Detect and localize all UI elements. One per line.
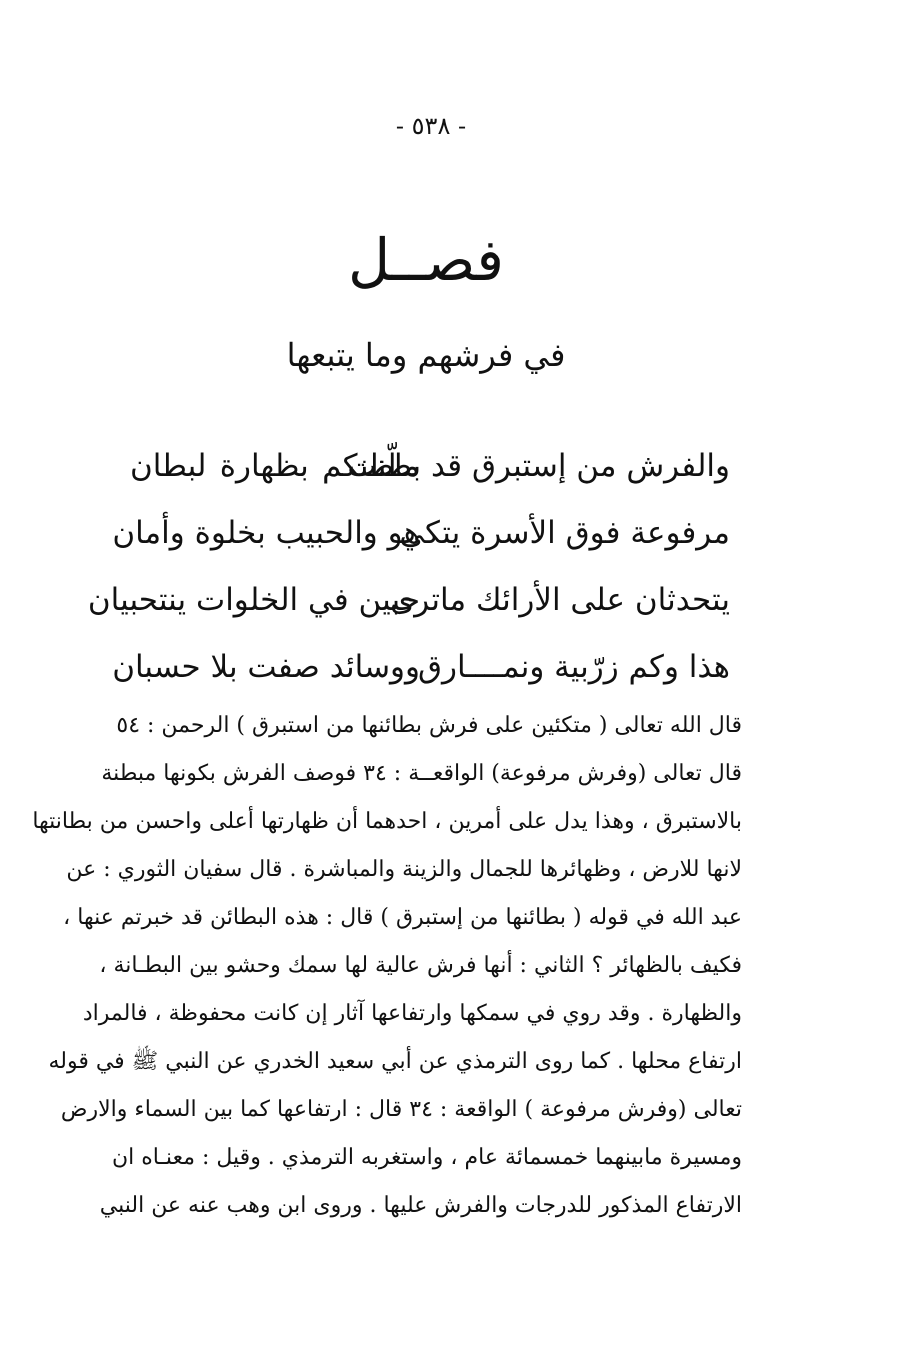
section-heading: فصــل: [348, 226, 504, 294]
text-line: فكيف بالظهائر ؟ الثاني : أنها فرش عالية لها سمك وحشو بين البطـانة ،: [99, 953, 742, 978]
verse-first-hemistich: يتحدثان على الأرائك ماترى: [390, 582, 730, 618]
page-number: - ٥٣٨ -: [395, 112, 467, 140]
section-subheading: في فرشهم وما يتبعها: [286, 336, 566, 374]
text-line: تعالى (وفرش مرفوعة ) الواقعة : ٣٤ قال : ارتفاعها كما بين السماء والارض: [60, 1097, 742, 1122]
verse-first-hemistich: والفرش من إستبرق قد بطّنت: [347, 448, 730, 484]
poem-verse: [130, 448, 730, 515]
verse-second-hemistich: ماظنكم بظهارة لبطان: [130, 448, 420, 484]
text-line: والظهارة . وقد روي في سمكها وارتفاعها آثار إن كانت محفوظة ، فالمراد: [82, 1001, 742, 1026]
verse-second-hemistich: هو والحبيب بخلوة وأمان: [112, 515, 420, 551]
verse-second-hemistich: حبين في الخلوات ينتحبيان: [87, 582, 420, 618]
text-line: لانها للارض ، وظهائرها للجمال والزينة والمباشرة . قال سفيان الثوري : عن: [66, 857, 742, 882]
text-line: ومسيرة مابينهما خمسمائة عام ، واستغربه الترمذي . وقيل : معنـاه ان: [112, 1145, 742, 1170]
text-line: ارتفاع محلها . كما روى الترمذي عن أبي سعيد الخدري عن النبي ﷺ في قوله: [48, 1049, 742, 1074]
verse-first-hemistich: هذا وكم زرّبية ونمــــارق: [417, 649, 730, 685]
text-line: قال تعالى (وفرش مرفوعة) الواقعــة : ٣٤ فوصف الفرش بكونها مبطنة: [101, 761, 742, 786]
poem: [87, 448, 730, 716]
commentary-text: [32, 702, 742, 1230]
text-line: عبد الله في قوله ( بطائنها من إستبرق ) قال : هذه البطائن قد خبرتم عنها ،: [63, 905, 742, 930]
text-line: بالاستبرق ، وهذا يدل على أمرين ، احدهما أن ظهارتها أعلى واحسن من بطانتها: [32, 809, 742, 834]
verse-second-hemistich: ووسائد صفت بلا حسبان: [112, 649, 420, 685]
poem-verse: [112, 515, 730, 582]
poem-verse: [87, 582, 730, 649]
text-line: قال الله تعالى ( متكئين على فرش بطائنها من استبرق ) الرحمن : ٥٤: [116, 713, 742, 738]
text-line: الارتفاع المذكور للدرجات والفرش عليها . وروى ابن وهب عنه عن النبي: [99, 1193, 742, 1218]
verse-first-hemistich: مرفوعة فوق الأسرة يتكي: [399, 515, 730, 551]
